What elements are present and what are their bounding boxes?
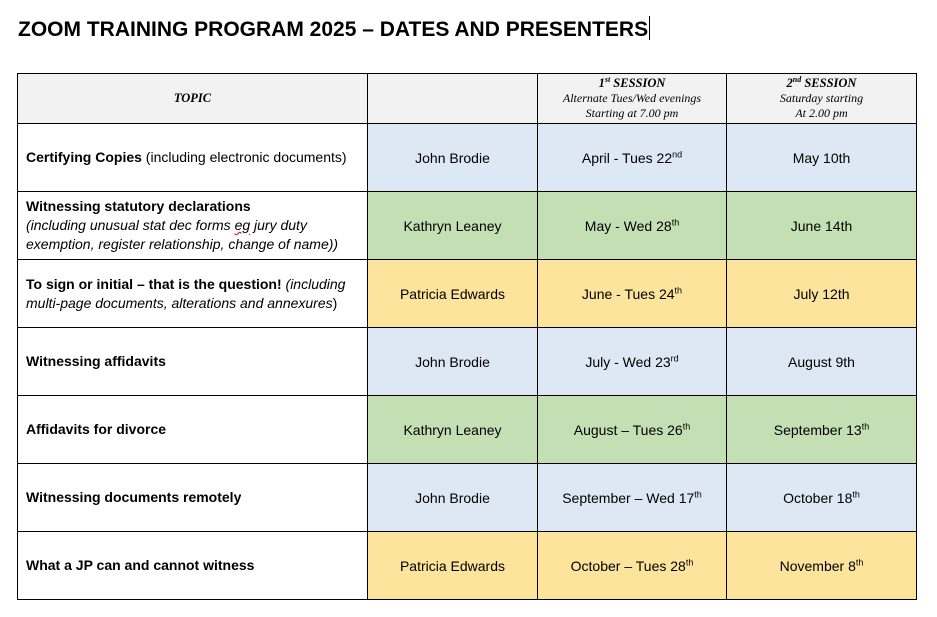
- session-1-cell: [538, 396, 727, 464]
- session-1-date: April - Tues 22: [581, 149, 673, 166]
- session-2-date-sup: th: [852, 488, 860, 499]
- document-title-text: ZOOM TRAINING PROGRAM 2025 – DATES AND PRESENTERS: [18, 18, 649, 41]
- topic-cell: [18, 464, 368, 532]
- header-session-1-sup: st: [604, 74, 611, 84]
- header-presenter: [368, 74, 538, 124]
- session-2-cell: [727, 124, 917, 192]
- session-1-date-sup: th: [671, 216, 680, 227]
- session-1-date: August – Tues 26: [573, 421, 683, 438]
- session-1-cell: [538, 328, 727, 396]
- topic-detail: (including electronic documents): [141, 149, 347, 165]
- session-1-cell: [538, 260, 727, 328]
- table-row: [18, 328, 917, 396]
- session-2-cell: [727, 328, 917, 396]
- session-2-cell: [727, 192, 917, 260]
- session-1-date-sup: th: [685, 556, 694, 567]
- session-2-date: August 9th: [788, 353, 855, 370]
- session-1-date-sup: th: [674, 284, 683, 295]
- topic-cell: [18, 192, 368, 260]
- header-session-1-line2: Alternate Tues/Wed evenings: [562, 91, 702, 105]
- presenter-cell: John Brodie: [368, 328, 538, 396]
- topic-title: Certifying Copies: [26, 149, 142, 165]
- presenter-cell: John Brodie: [368, 124, 538, 192]
- header-session-2-label: SESSION: [801, 76, 857, 90]
- session-1-date-sup: th: [694, 488, 702, 499]
- session-2-date-sup: th: [855, 556, 864, 567]
- table-row: [18, 192, 917, 260]
- header-session-1-num: 1: [598, 76, 605, 90]
- topic-title: Affidavits for divorce: [26, 421, 167, 437]
- topic-cell: [18, 260, 368, 328]
- session-2-cell: [727, 532, 917, 600]
- topic-title: Witnessing affidavits: [26, 353, 166, 369]
- header-session-2-sup: nd: [792, 74, 802, 84]
- topic-cell: [18, 124, 368, 192]
- session-2-date: May 10th: [792, 149, 851, 166]
- table-row: [18, 124, 917, 192]
- session-1-cell: [538, 124, 727, 192]
- session-2-date: July 12th: [793, 285, 850, 302]
- presenter-cell: John Brodie: [368, 464, 538, 532]
- header-session-2-line3: At 2.00 pm: [795, 106, 848, 120]
- session-2-cell: [727, 260, 917, 328]
- header-session-2-title: [727, 76, 916, 91]
- session-1-date-sup: nd: [672, 148, 683, 159]
- session-1-date-sup: th: [682, 420, 691, 431]
- topic-detail: [26, 217, 338, 252]
- session-2-date: September 13: [773, 421, 862, 438]
- topic-cell: [18, 328, 368, 396]
- session-2-date: November 8: [779, 557, 856, 574]
- table-row: [18, 260, 917, 328]
- topic-detail-b: jury duty exemption, register relationship, change of name)): [26, 217, 339, 252]
- session-2-cell: [727, 464, 917, 532]
- table-row: [18, 532, 917, 600]
- session-1-date: May - Wed 28: [584, 217, 672, 234]
- session-1-date: September – Wed 17: [562, 489, 695, 506]
- header-session-1-line3: Starting at 7.00 pm: [585, 106, 679, 120]
- session-1-date: October – Tues 28: [570, 557, 686, 574]
- header-session-1-title: [538, 76, 726, 91]
- session-1-cell: [538, 532, 727, 600]
- topic-detail-end: ): [332, 294, 338, 311]
- topic-detail: (including multi-page documents, alterations and annexures: [26, 275, 346, 311]
- presenter-cell: Kathryn Leaney: [368, 396, 538, 464]
- table-row: [18, 464, 917, 532]
- presenter-cell: Patricia Edwards: [368, 260, 538, 328]
- session-2-date-sup: th: [861, 420, 870, 431]
- topic-detail-a: (including unusual stat dec forms: [26, 217, 235, 233]
- training-schedule-table: [17, 73, 917, 600]
- table-row: [18, 396, 917, 464]
- session-1-date: June - Tues 24: [581, 285, 675, 302]
- topic-title: Witnessing documents remotely: [26, 489, 242, 505]
- header-session-1-label: SESSION: [610, 76, 666, 90]
- text-cursor: [649, 16, 650, 40]
- session-2-cell: [727, 396, 917, 464]
- topic-cell: [18, 532, 368, 600]
- spellcheck-word: eg: [234, 217, 251, 233]
- header-session-1: [538, 74, 727, 124]
- topic-title: What a JP can and cannot witness: [26, 557, 255, 573]
- presenter-cell: Kathryn Leaney: [368, 192, 538, 260]
- session-1-cell: [538, 464, 727, 532]
- topic-title: To sign or initial – that is the question!: [26, 275, 282, 292]
- topic-cell: [18, 396, 368, 464]
- header-topic: TOPIC: [18, 74, 368, 124]
- session-2-date: June 14th: [790, 217, 853, 234]
- header-session-2: [727, 74, 917, 124]
- header-row: [18, 74, 917, 124]
- document-title: [18, 16, 650, 42]
- presenter-cell: Patricia Edwards: [368, 532, 538, 600]
- topic-title: Witnessing statutory declarations: [26, 198, 251, 214]
- header-session-2-num: 2: [786, 76, 793, 90]
- session-1-date: July - Wed 23: [585, 353, 671, 370]
- header-session-2-line2: Saturday starting: [779, 91, 864, 105]
- session-1-date-sup: rd: [670, 352, 679, 363]
- session-2-date: October 18: [783, 489, 853, 506]
- session-1-cell: [538, 192, 727, 260]
